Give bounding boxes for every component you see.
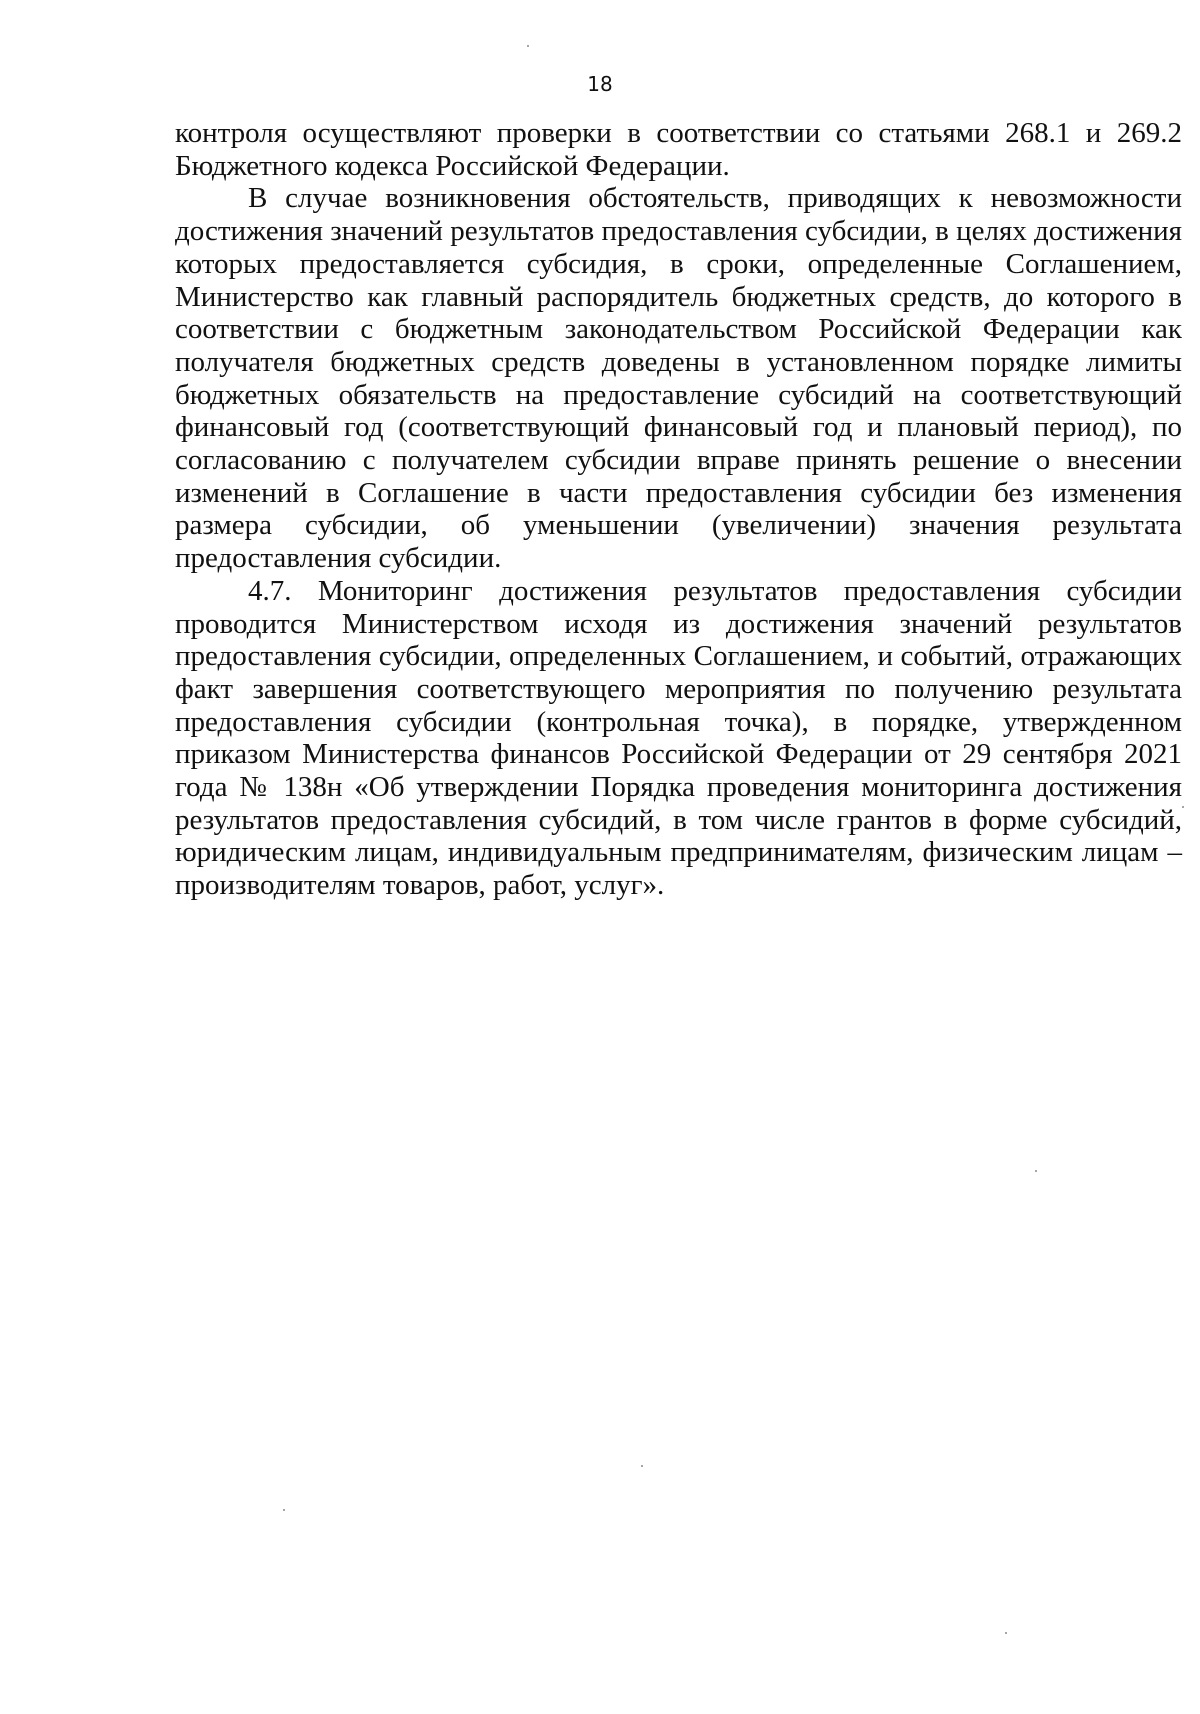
- document-body: [175, 117, 1182, 902]
- page-number: 18: [587, 72, 613, 96]
- scan-speck: [283, 1509, 285, 1511]
- paragraph-3-monitoring: 4.7. Мониторинг достижения результатов предоставления субсидии проводится Министерством исходя из достижения значений результатов предоставления субсидии, определенных Соглашением, и событий, отражающих факт завершения соответствующего мероприятия по получению результата предоставления субсидии (контрольная точка), в порядке, утвержденном приказом Министерства финансов Российской Федерации от 29 сентября 2021 года № 138н «Об утверждении Порядка проведения мониторинга достижения результатов предоставления субсидий, в том числе грантов в форме субсидий, юридическим лицам, индивидуальным предпринимателям, физическим лицам – производителям товаров, работ, услуг».: [175, 574, 1182, 902]
- scan-speck: [1005, 1632, 1007, 1634]
- scan-speck: [527, 45, 529, 47]
- paragraph-2: В случае возникновения обстоятельств, приводящих к невозможности достижения значений результатов предоставления субсидии, в целях достижения которых предоставляется субсидия, в сроки, определенные Соглашением, Министерство как главный распорядитель бюджетных средств, до которого в соответствии с бюджетным законодательством Российской Федерации как получателя бюджетных средств доведены в установленном порядке лимиты бюджетных обязательств на предоставление субсидий на соответствующий финансовый год (соответствующий финансовый год и плановый период), по согласованию с получателем субсидии вправе принять решение о внесении изменений в Соглашение в части предоставления субсидии без изменения размера субсидии, об уменьшении (увеличении) значения результата предоставления субсидии.: [175, 182, 1182, 575]
- scan-speck: [641, 1465, 643, 1467]
- paragraph-1: контроля осуществляют проверки в соответствии со статьями 268.1 и 269.2 Бюджетного кодекса Российской Федерации.: [175, 117, 1182, 182]
- scan-speck: [1182, 806, 1184, 808]
- scan-speck: [1035, 1170, 1037, 1172]
